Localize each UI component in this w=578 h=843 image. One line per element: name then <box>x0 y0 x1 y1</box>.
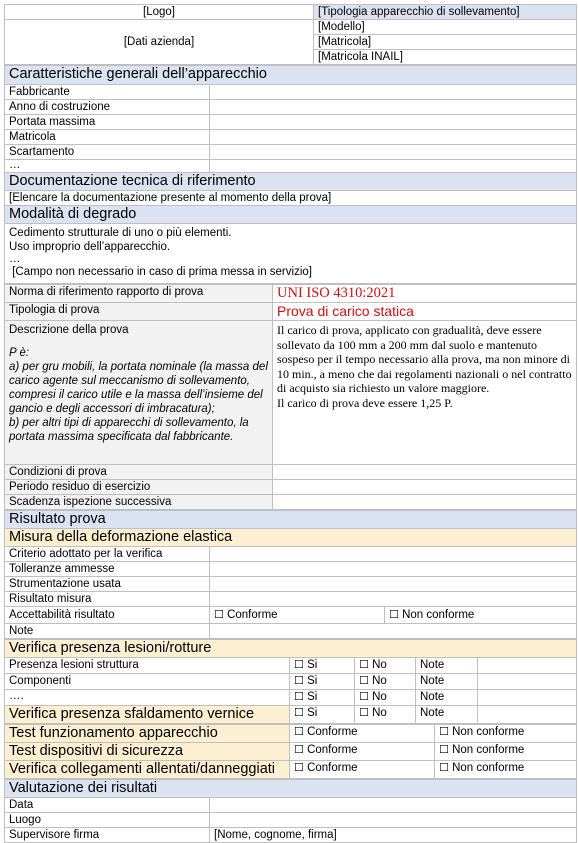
condizioni-value[interactable] <box>273 465 577 480</box>
degrado-line: Uso improprio dell’apparecchio. <box>9 241 171 253</box>
document <box>4 4 576 843</box>
row-label: Strumentazione usata <box>5 577 210 592</box>
checkbox-icon[interactable]: ☐ <box>439 725 449 738</box>
checkbox-icon[interactable]: ☐ <box>359 674 369 687</box>
si-option[interactable] <box>290 674 355 690</box>
note-label: Note <box>416 690 478 706</box>
conforme-option[interactable] <box>290 743 435 761</box>
non-conforme-label: Non conforme <box>452 762 525 774</box>
section-title-funzionamento: Test funzionamento apparecchio <box>5 725 290 743</box>
checkbox-icon[interactable]: ☐ <box>359 658 369 671</box>
risultato-table <box>4 510 577 639</box>
note-value[interactable] <box>478 658 577 674</box>
row-label: Matricola <box>5 130 210 145</box>
pe-label: P è: <box>9 347 30 359</box>
descrizione-text: Il carico di prova, applicato con gradualità, deve essere sollevato da 100 mm a 200 mm dal suolo e mantenuto sospeso per il tempo necessario alla prova, ma non minore di 10 min., a meno che dai regolamenti nazionali o nel contratto di acquisto sia richiesto un valore maggiore. <box>277 323 572 395</box>
checkbox-icon[interactable]: ☐ <box>359 706 369 719</box>
non-conforme-option[interactable] <box>435 761 577 779</box>
matricola-placeholder: [Matricola] <box>314 35 577 50</box>
lesioni-row-label: Componenti <box>5 674 290 690</box>
row-value[interactable] <box>210 100 577 115</box>
row-value[interactable] <box>210 562 577 577</box>
non-conforme-label: Non conforme <box>452 744 525 756</box>
section-title-risultato: Risultato prova <box>5 511 577 529</box>
section-title-deformazione: Misura della deformazione elastica <box>5 529 577 547</box>
non-conforme-option[interactable] <box>435 743 577 761</box>
section-title-docs: Documentazione tecnica di riferimento <box>5 173 577 191</box>
lesioni-table <box>4 639 577 724</box>
no-label: No <box>372 707 387 719</box>
scadenza-value[interactable] <box>273 495 577 510</box>
no-option[interactable] <box>355 674 416 690</box>
lesioni-row-label: Presenza lesioni struttura <box>5 658 290 674</box>
conforme-option[interactable] <box>290 725 435 743</box>
no-option[interactable] <box>355 706 416 724</box>
pe-a: a) per gru mobili, la portata nominale (la massa del carico agente sul meccanismo di sollevamento, compresi il carico utile e la massa dell’insieme del gancio e degli accessori di imbracatura); <box>9 361 268 415</box>
non-conforme-label: Non conforme <box>452 726 525 738</box>
degrado-note: [Campo non necessario in caso di prima messa in servizio] <box>9 266 312 278</box>
degrado-line: Cedimento strutturale di uno o più elementi. <box>9 227 232 239</box>
row-label: Risultato misura <box>5 592 210 607</box>
si-option[interactable] <box>290 690 355 706</box>
logo-placeholder: [Logo] <box>5 5 314 20</box>
row-value[interactable] <box>210 130 577 145</box>
row-value[interactable] <box>210 592 577 607</box>
degrado-text <box>5 224 577 284</box>
conforme-option[interactable] <box>210 607 385 624</box>
non-conforme-option[interactable] <box>435 725 577 743</box>
row-value[interactable] <box>210 547 577 562</box>
note-value[interactable] <box>478 674 577 690</box>
descrizione-cell <box>5 321 273 465</box>
checkbox-icon[interactable]: ☐ <box>439 743 449 756</box>
accettabilita-label: Accettabilità risultato <box>5 607 210 624</box>
tipologia-placeholder: [Tipologia apparecchio di sollevamento] <box>314 5 577 20</box>
checkbox-icon[interactable]: ☐ <box>214 608 224 621</box>
section-title-degrado: Modalità di degrado <box>5 206 577 224</box>
conforme-label: Conforme <box>307 762 358 774</box>
checkbox-icon[interactable]: ☐ <box>294 658 304 671</box>
row-value[interactable] <box>210 577 577 592</box>
condizioni-label: Condizioni di prova <box>5 465 273 480</box>
conforme-label: Conforme <box>307 744 358 756</box>
si-option[interactable] <box>290 658 355 674</box>
valutazione-table <box>4 779 577 843</box>
descrizione-text: Il carico di prova deve essere 1,25 P. <box>277 395 453 410</box>
dati-azienda-placeholder: [Dati azienda] <box>5 20 314 65</box>
periodo-label: Periodo residuo di esercizio <box>5 480 273 495</box>
row-value[interactable] <box>210 145 577 160</box>
matricola-inail-placeholder: [Matricola INAIL] <box>314 50 577 65</box>
firma-label: Supervisore firma <box>5 828 210 843</box>
modello-placeholder: [Modello] <box>314 20 577 35</box>
norma-value: UNI ISO 4310:2021 <box>273 285 577 303</box>
row-label: Criterio adottato per la verifica <box>5 547 210 562</box>
luogo-label: Luogo <box>5 813 210 828</box>
checkbox-icon[interactable]: ☐ <box>294 761 304 774</box>
tipologia-prova-label: Tipologia di prova <box>5 303 273 321</box>
descrizione-label: Descrizione della prova <box>9 324 129 336</box>
row-label: Portata massima <box>5 115 210 130</box>
checkbox-icon[interactable]: ☐ <box>294 690 304 703</box>
checkbox-icon[interactable]: ☐ <box>359 690 369 703</box>
row-label: Tolleranze ammesse <box>5 562 210 577</box>
degrado-line: … <box>9 253 21 265</box>
note-label: Note <box>416 674 478 690</box>
non-conforme-label: Non conforme <box>402 609 475 621</box>
no-option[interactable] <box>355 658 416 674</box>
si-option[interactable] <box>290 706 355 724</box>
row-value[interactable] <box>210 85 577 100</box>
scadenza-label: Scadenza ispezione successiva <box>5 495 273 510</box>
header-table <box>4 4 577 65</box>
section-title-vernice: Verifica presenza sfaldamento vernice <box>5 706 290 724</box>
data-label: Data <box>5 798 210 813</box>
section-title-sicurezza: Test dispositivi di sicurezza <box>5 743 290 761</box>
descrizione-text-cell <box>273 321 577 465</box>
checkbox-icon[interactable]: ☐ <box>294 674 304 687</box>
norma-label: Norma di riferimento rapporto di prova <box>5 285 273 303</box>
note-value[interactable] <box>478 690 577 706</box>
tests-table <box>4 724 577 779</box>
si-label: Si <box>307 659 318 671</box>
prova-table <box>4 284 577 510</box>
row-label: … <box>5 160 210 173</box>
note-label: Note <box>5 624 210 639</box>
note-value[interactable] <box>210 624 577 639</box>
section-title-general: Caratteristiche generali dell’apparecchio <box>5 66 577 85</box>
row-label: Anno di costruzione <box>5 100 210 115</box>
si-label: Si <box>307 675 318 687</box>
no-label: No <box>372 675 387 687</box>
si-label: Si <box>307 691 318 703</box>
section-title-lesioni: Verifica presenza lesioni/rotture <box>5 640 577 658</box>
row-label: Scartamento <box>5 145 210 160</box>
tipologia-prova-value: Prova di carico statica <box>273 303 577 321</box>
general-table <box>4 65 577 284</box>
checkbox-icon[interactable]: ☐ <box>294 706 304 719</box>
row-value[interactable] <box>210 160 577 173</box>
si-label: Si <box>307 707 318 719</box>
no-label: No <box>372 691 387 703</box>
luogo-value[interactable] <box>210 813 577 828</box>
conforme-label: Conforme <box>307 726 358 738</box>
pe-b: b) per altri tipi di apparecchi di sollevamento, la portata massima specificata dal fabbricante. <box>9 417 249 443</box>
no-option[interactable] <box>355 690 416 706</box>
note-label: Note <box>416 658 478 674</box>
checkbox-icon[interactable]: ☐ <box>294 725 304 738</box>
firma-value[interactable]: [Nome, cognome, firma] <box>210 828 577 843</box>
section-title-valutazione: Valutazione dei risultati <box>5 780 577 798</box>
lesioni-row-label: …. <box>5 690 290 706</box>
note-value[interactable] <box>478 706 577 724</box>
conforme-label: Conforme <box>227 609 278 621</box>
non-conforme-option[interactable] <box>385 607 577 624</box>
checkbox-icon[interactable]: ☐ <box>439 761 449 774</box>
data-value[interactable] <box>210 798 577 813</box>
periodo-value[interactable] <box>273 480 577 495</box>
checkbox-icon[interactable]: ☐ <box>294 743 304 756</box>
conforme-option[interactable] <box>290 761 435 779</box>
row-label: Fabbricante <box>5 85 210 100</box>
checkbox-icon[interactable]: ☐ <box>389 608 399 621</box>
note-label: Note <box>416 706 478 724</box>
no-label: No <box>372 659 387 671</box>
docs-text: [Elencare la documentazione presente al momento della prova] <box>5 191 577 206</box>
row-value[interactable] <box>210 115 577 130</box>
section-title-collegamenti: Verifica collegamenti allentati/danneggiati <box>5 761 290 779</box>
